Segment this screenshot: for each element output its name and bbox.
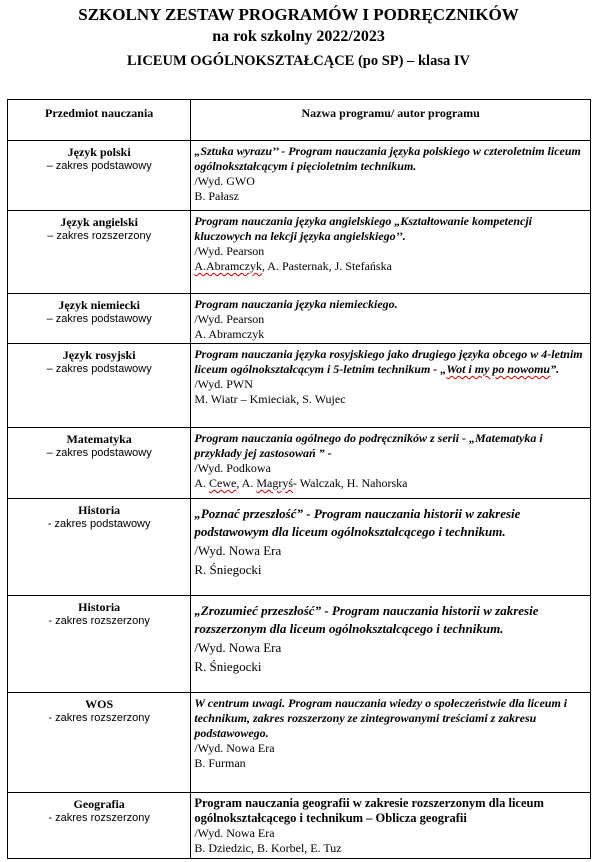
subject-scope: – zakres podstawowy — [46, 313, 152, 325]
author-part: - Walczak, H. Nahorska — [293, 476, 408, 490]
program-authors: B. Pałasz — [194, 189, 239, 203]
table-row — [8, 141, 591, 211]
subject-cell — [8, 693, 191, 793]
program-cell — [191, 428, 591, 499]
table-row — [8, 793, 591, 859]
subject-scope: – zakres rozszerzony — [47, 230, 152, 242]
subject-name: Historia — [78, 600, 121, 614]
table-row — [8, 499, 591, 596]
subject-scope: – zakres podstawowy — [46, 160, 152, 172]
program-publisher: /Wyd. PWN — [194, 377, 253, 391]
program-cell — [191, 141, 591, 211]
table-row — [8, 596, 591, 693]
subject-scope: - zakres rozszerzony — [48, 712, 150, 724]
program-table — [7, 99, 591, 859]
author-part: , A. — [236, 476, 257, 490]
program-authors: B. Furman — [194, 756, 246, 770]
subject-cell — [8, 596, 191, 693]
program-cell — [191, 499, 591, 596]
program-series-name: „Poznać przeszłość” — [194, 506, 304, 521]
subject-scope: - zakres podstawowy — [47, 518, 151, 530]
program-publisher: /Wyd. Nowa Era — [194, 741, 275, 755]
program-publisher: /Wyd. GWO — [194, 174, 255, 188]
program-authors — [194, 259, 587, 274]
subject-cell — [8, 294, 191, 344]
program-publisher: /Wyd. Pearson — [194, 312, 265, 326]
table-row — [8, 344, 591, 428]
program-title-text: Program nauczania języka rosyjskiego jako drugiego języka obcego w 4-letnim liceum ogólnokształcącym i 5-letnim technikum - „ — [194, 347, 583, 376]
table-row — [8, 693, 591, 793]
program-title-end: ”. — [550, 362, 560, 376]
subject-name: Język polski — [67, 145, 131, 159]
program-authors: R. Śniegocki — [194, 562, 262, 577]
school-class: LICEUM OGÓLNOKSZTAŁCĄCE (po SP) – klasa IV — [127, 53, 470, 69]
subject-cell — [8, 499, 191, 596]
program-publisher: /Wyd. Nowa Era — [194, 543, 282, 558]
subject-scope: – zakres podstawowy — [46, 363, 152, 375]
program-publisher: /Wyd. Pearson — [194, 244, 265, 258]
program-title: W centrum uwagi. Program nauczania wiedzy o społeczeństwie dla liceum i technikum, zakres rozszerzony ze zintegrowanymi treściami z zakresu podstawowego. — [194, 696, 568, 740]
subject-scope: - zakres rozszerzony — [48, 615, 150, 627]
program-title: „Sztuka wyrazu’’ - Program nauczania języka polskiego w czteroletnim liceum ogólnokształcącym i pięcioletnim technikum. — [194, 144, 581, 173]
document-title: SZKOLNY ZESTAW PROGRAMÓW I PODRĘCZNIKÓW — [78, 5, 519, 24]
subject-scope: – zakres podstawowy — [46, 447, 152, 459]
table-row — [8, 294, 591, 344]
program-publisher: /Wyd. Nowa Era — [194, 640, 282, 655]
program-title: Program nauczania geografii w zakresie rozszerzonym dla liceum ogólnokształcącego i technikum – Oblicza geografii — [194, 796, 544, 825]
subject-name: Język angielski — [60, 215, 138, 229]
program-cell — [191, 596, 591, 693]
program-title: Program nauczania ogólnego do podręczników z serii - „Matematyka i przykłady jej zastosowań ” - — [194, 431, 543, 460]
subject-name: Matematyka — [66, 432, 132, 446]
table-header-row — [8, 100, 591, 141]
column-header-subject: Przedmiot nauczania — [8, 100, 191, 141]
author-part: A. — [194, 476, 209, 490]
program-title — [194, 505, 587, 541]
author-name-rest: , A. Pasternak, J. Stefańska — [261, 259, 392, 273]
subject-scope: - zakres rozszerzony — [48, 812, 150, 824]
program-authors — [194, 476, 587, 491]
table-row — [8, 211, 591, 294]
program-publisher: /Wyd. Podkowa — [194, 461, 271, 475]
program-authors: R. Śniegocki — [194, 659, 262, 674]
program-authors: B. Dziedzic, B. Korbel, E. Tuz — [194, 841, 342, 855]
program-series-name: „Zrozumieć przeszłość” — [194, 603, 322, 618]
column-header-program: Nazwa programu/ autor programu — [191, 100, 591, 141]
subject-cell — [8, 344, 191, 428]
program-title-text: - Program nauczania historii w zakresie rozszerzonym dla liceum ogólnokształcącego i technikum. — [194, 603, 539, 636]
program-cell — [191, 793, 591, 859]
subject-cell — [8, 793, 191, 859]
subject-name: Geografia — [73, 797, 125, 811]
subject-cell — [8, 428, 191, 499]
subject-cell — [8, 141, 191, 211]
program-cell — [191, 344, 591, 428]
subject-name: Język rosyjski — [62, 348, 136, 362]
program-series-name: Wot i my po nowomu — [446, 362, 551, 376]
program-title — [194, 602, 587, 638]
subject-name: Język niemiecki — [58, 298, 140, 312]
program-publisher: /Wyd. Nowa Era — [194, 826, 275, 840]
author-name-magrys: Magryś — [256, 476, 293, 490]
subject-cell — [8, 211, 191, 294]
program-title — [194, 347, 587, 377]
program-title: Program nauczania języka niemieckiego. — [194, 297, 398, 311]
program-authors: M. Wiatr – Kmieciak, S. Wujec — [194, 392, 346, 406]
author-name-cewe: Cewe — [208, 476, 237, 490]
table-row — [8, 428, 591, 499]
program-title: Program nauczania języka angielskiego „Kształtowanie kompetencji kluczowych na lekcji języka angielskiego’’. — [194, 214, 532, 243]
school-year: na rok szkolny 2022/2023 — [212, 28, 385, 45]
subject-name: Historia — [78, 503, 121, 517]
subject-name: WOS — [85, 697, 114, 711]
program-cell — [191, 693, 591, 793]
program-title-text: - Program nauczania historii w zakresie podstawowym dla liceum ogólnokształcącego i technikum. — [194, 506, 521, 539]
program-cell — [191, 294, 591, 344]
author-name-a: A.Abramczyk — [194, 259, 262, 273]
program-authors: A. Abramczyk — [194, 327, 265, 341]
program-cell — [191, 211, 591, 294]
